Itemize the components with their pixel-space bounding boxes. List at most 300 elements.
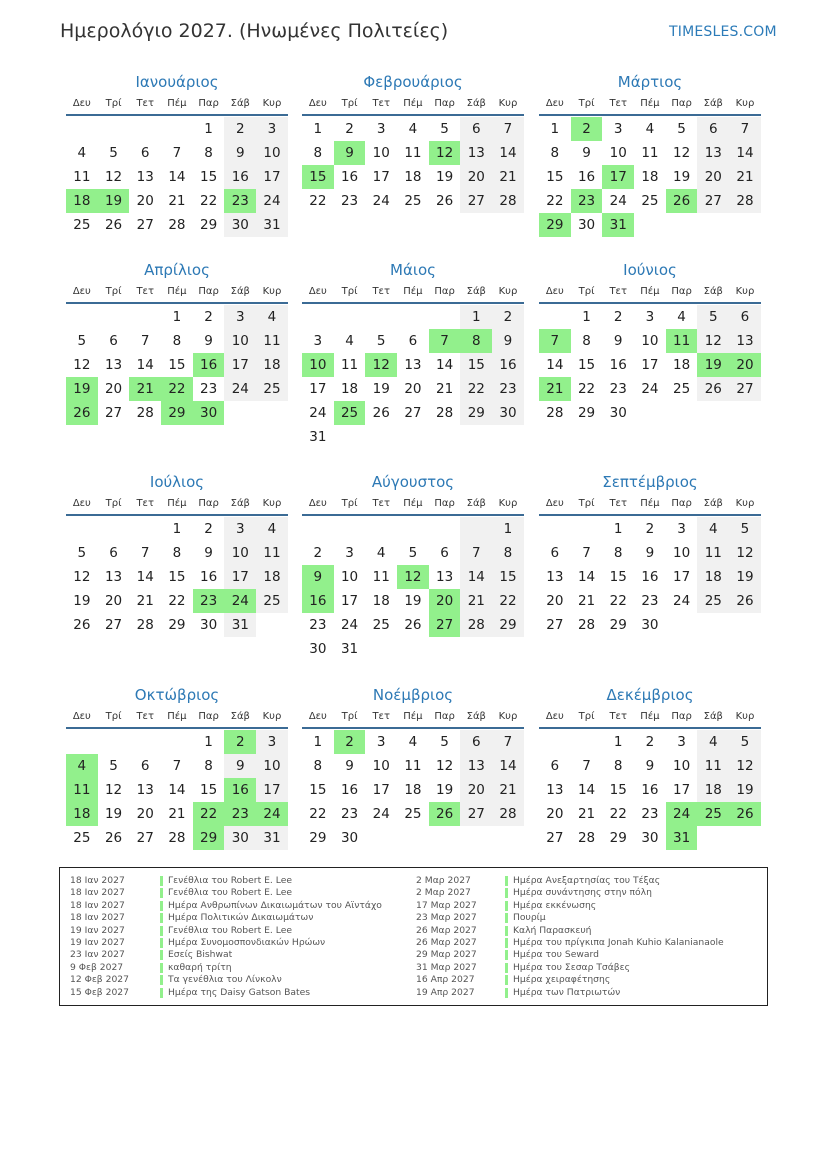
day-cell: 2 (204, 309, 213, 325)
holiday-day-cell: 20 (429, 589, 461, 613)
day-cell: 19 (436, 169, 454, 185)
empty-cell (334, 305, 366, 329)
day-cell: 5 (677, 121, 686, 137)
day-cell: 16 (641, 569, 659, 585)
day-cell: 4 (345, 333, 354, 349)
holiday-day-cell: 16 (302, 589, 334, 613)
day-cell: 4 (77, 145, 87, 161)
day-cell: 3 (677, 734, 686, 750)
day-cell: 22 (609, 806, 627, 822)
weekday-label: Δευ (545, 497, 564, 509)
weekday-label: Τρί (578, 285, 595, 297)
holiday-name: Ημέρα Πολιτικών Δικαιωμάτων (168, 912, 314, 924)
day-grid (539, 730, 761, 850)
weekday-label: Τετ (372, 285, 390, 297)
weekday-label: Παρ (671, 497, 692, 509)
day-cell: 10 (256, 141, 288, 165)
holiday-marker (505, 901, 508, 911)
day-cell: 13 (136, 782, 154, 798)
day-cell: 6 (109, 333, 118, 349)
day-cell: 18 (256, 353, 288, 377)
day-grid (66, 117, 288, 237)
holiday-date: 18 Ιαν 2027 (70, 887, 125, 899)
day-cell: 31 (256, 213, 288, 237)
day-cell: 1 (204, 734, 213, 750)
empty-cell (66, 117, 98, 141)
holiday-day-cell: 7 (429, 329, 461, 353)
day-cell: 27 (460, 802, 492, 826)
day-cell: 22 (200, 193, 218, 209)
holiday-date: 18 Ιαν 2027 (70, 875, 125, 886)
day-cell: 25 (256, 377, 288, 401)
weekday-label: Δευ (72, 97, 91, 109)
day-cell: 27 (136, 830, 154, 846)
weekday-label: Τετ (136, 710, 154, 722)
weekday-header (539, 705, 761, 729)
empty-cell (365, 305, 397, 329)
weekday-label: Κυρ (498, 97, 518, 109)
holiday-day-cell: 26 (729, 802, 761, 826)
empty-cell (571, 730, 603, 754)
day-cell: 30 (577, 217, 596, 233)
day-cell: 4 (376, 545, 386, 561)
day-cell: 7 (172, 758, 182, 774)
day-cell: 18 (372, 593, 390, 609)
weekday-label: Τρί (105, 710, 122, 722)
day-cell: 21 (729, 165, 761, 189)
day-cell: 9 (645, 545, 655, 561)
day-cell: 15 (460, 353, 492, 377)
weekday-label: Τετ (136, 285, 154, 297)
day-cell: 3 (677, 521, 686, 537)
day-cell: 14 (460, 565, 492, 589)
day-cell: 27 (546, 830, 564, 846)
day-cell: 20 (460, 165, 492, 189)
day-grid (66, 517, 288, 637)
holiday-day-cell: 8 (460, 329, 492, 353)
day-cell: 25 (73, 830, 91, 846)
day-cell: 4 (408, 734, 418, 750)
weekday-label: Τετ (609, 285, 627, 297)
day-cell: 12 (673, 145, 691, 161)
empty-cell (129, 305, 161, 329)
holiday-day-cell: 23 (193, 589, 225, 613)
holiday-marker (160, 938, 163, 948)
day-grid (302, 517, 524, 661)
holiday-date: 19 Ιαν 2027 (70, 936, 125, 948)
holiday-row (70, 925, 410, 937)
holiday-row (70, 912, 410, 924)
holiday-name: Ημέρα του Seward (513, 949, 599, 961)
holiday-marker (505, 975, 508, 985)
empty-cell (302, 517, 334, 541)
month-name: Σεπτέμβριος (602, 473, 698, 491)
day-cell: 17 (224, 353, 256, 377)
weekday-label: Τρί (105, 285, 122, 297)
page-title: Ημερολόγιο 2027. (Ηνωμένες Πολιτείες) (60, 20, 449, 42)
day-cell: 17 (372, 782, 390, 798)
holiday-name: Ημέρα εκκένωσης (513, 899, 597, 911)
holiday-date: 18 Ιαν 2027 (70, 899, 125, 911)
day-cell: 22 (577, 381, 596, 397)
day-cell: 25 (673, 381, 691, 397)
day-cell: 29 (577, 405, 596, 421)
day-cell: 14 (546, 357, 564, 373)
weekday-header (66, 280, 288, 304)
day-cell: 28 (577, 617, 596, 633)
holiday-day-cell: 10 (302, 353, 334, 377)
weekday-label: Κυρ (262, 285, 282, 297)
day-cell: 3 (376, 734, 386, 750)
day-cell: 17 (256, 165, 288, 189)
holiday-row (416, 962, 756, 974)
day-cell: 14 (492, 754, 524, 778)
day-cell: 29 (460, 401, 492, 425)
day-cell: 13 (104, 357, 123, 373)
day-cell: 1 (172, 521, 182, 537)
holiday-day-cell: 19 (697, 353, 729, 377)
weekday-label: Σάβ (466, 97, 486, 109)
weekday-label: Παρ (198, 710, 219, 722)
empty-cell (66, 517, 98, 541)
holiday-marker (160, 963, 163, 973)
day-cell: 9 (204, 545, 213, 561)
day-cell: 20 (460, 778, 492, 802)
weekday-header (539, 492, 761, 516)
holiday-marker (505, 913, 508, 923)
day-cell: 8 (582, 333, 591, 349)
day-cell: 15 (609, 782, 627, 798)
day-cell: 27 (697, 189, 729, 213)
weekday-label: Παρ (671, 97, 692, 109)
weekday-label: Σάβ (466, 285, 486, 297)
holiday-marker (505, 938, 508, 948)
holiday-date: 23 Μαρ 2027 (416, 912, 477, 924)
day-cell: 11 (372, 569, 390, 585)
day-cell: 1 (460, 305, 492, 329)
day-cell: 8 (613, 758, 623, 774)
day-cell: 17 (372, 169, 390, 185)
weekday-label: Τρί (341, 97, 358, 109)
day-cell: 6 (697, 117, 729, 141)
month-name: Μάιος (390, 261, 436, 279)
day-cell: 22 (168, 593, 186, 609)
holiday-name: Ημέρα χειραφέτησης (513, 974, 611, 986)
day-cell: 7 (172, 145, 182, 161)
weekday-label: Σάβ (703, 497, 723, 509)
day-cell: 26 (436, 193, 454, 209)
day-cell: 2 (204, 521, 213, 537)
holiday-name: Ημέρα Ανθρωπίνων Δικαιωμάτων του Αϊντάχο (168, 899, 382, 911)
weekday-label: Σάβ (230, 710, 250, 722)
day-cell: 10 (224, 329, 256, 353)
empty-cell (98, 117, 130, 141)
empty-cell (98, 305, 130, 329)
day-cell: 11 (404, 145, 422, 161)
holiday-name: Ημέρα Συνομοσπονδιακών Ηρώων (168, 936, 326, 948)
holiday-row (70, 937, 410, 949)
empty-cell (429, 305, 461, 329)
empty-cell (460, 517, 492, 541)
day-cell: 14 (136, 357, 154, 373)
day-cell: 14 (729, 141, 761, 165)
day-cell: 5 (697, 305, 729, 329)
day-cell: 3 (256, 117, 288, 141)
day-cell: 30 (224, 213, 256, 237)
holiday-day-cell: 21 (129, 377, 161, 401)
day-cell: 10 (340, 569, 359, 585)
day-cell: 28 (492, 802, 524, 826)
weekday-label: Δευ (72, 285, 91, 297)
day-cell: 6 (440, 545, 449, 561)
day-cell: 26 (729, 589, 761, 613)
day-cell: 28 (492, 189, 524, 213)
holiday-row (70, 875, 410, 887)
holiday-date: 16 Απρ 2027 (416, 974, 475, 986)
holiday-marker (160, 926, 163, 936)
holiday-date: 19 Απρ 2027 (416, 986, 475, 998)
holiday-marker (160, 901, 163, 911)
day-cell: 9 (345, 758, 354, 774)
day-cell: 10 (256, 754, 288, 778)
day-cell: 8 (172, 545, 182, 561)
holiday-day-cell: 2 (334, 730, 366, 754)
day-cell: 28 (136, 405, 154, 421)
weekday-label: Σάβ (466, 710, 486, 722)
day-cell: 20 (546, 806, 564, 822)
holiday-day-cell: 31 (666, 826, 698, 850)
weekday-label: Τρί (341, 285, 358, 297)
day-cell: 25 (256, 589, 288, 613)
day-cell: 31 (256, 826, 288, 850)
weekday-label: Πέμ (403, 285, 423, 297)
day-cell: 7 (140, 333, 150, 349)
day-cell: 12 (73, 569, 91, 585)
holiday-day-cell: 22 (161, 377, 193, 401)
day-cell: 11 (641, 145, 659, 161)
day-cell: 5 (109, 758, 118, 774)
weekday-label: Τρί (341, 497, 358, 509)
day-cell: 15 (492, 565, 524, 589)
day-cell: 30 (340, 830, 359, 846)
day-grid (66, 305, 288, 425)
holiday-marker (505, 963, 508, 973)
holiday-name: Ημέρα του Σεσαρ Τσάβες (513, 961, 631, 973)
weekday-label: Τετ (372, 497, 390, 509)
day-cell: 21 (136, 593, 154, 609)
holiday-date: 12 Φεβ 2027 (70, 974, 129, 986)
day-cell: 11 (697, 754, 729, 778)
weekday-label: Κυρ (262, 97, 282, 109)
day-cell: 9 (613, 333, 623, 349)
day-cell: 30 (492, 401, 524, 425)
holiday-date: 19 Ιαν 2027 (70, 924, 125, 936)
day-cell: 3 (224, 517, 256, 541)
weekday-label: Κυρ (735, 497, 755, 509)
day-cell: 15 (609, 569, 627, 585)
holiday-row (416, 925, 756, 937)
day-cell: 5 (729, 730, 761, 754)
weekday-label: Τετ (136, 497, 154, 509)
holiday-row (416, 887, 756, 899)
holiday-day-cell: 9 (334, 141, 366, 165)
day-cell: 6 (550, 545, 560, 561)
weekday-label: Παρ (198, 97, 219, 109)
day-cell: 24 (256, 189, 288, 213)
day-cell: 12 (729, 754, 761, 778)
day-cell: 3 (224, 305, 256, 329)
day-grid (539, 117, 761, 237)
day-cell: 10 (609, 145, 627, 161)
empty-cell (161, 730, 193, 754)
day-cell: 20 (404, 381, 422, 397)
holiday-marker (160, 888, 163, 898)
day-cell: 3 (376, 121, 386, 137)
day-cell: 24 (609, 193, 627, 209)
day-cell: 18 (340, 381, 359, 397)
day-cell: 17 (224, 565, 256, 589)
day-cell: 3 (345, 545, 354, 561)
day-cell: 5 (408, 545, 418, 561)
weekday-label: Κυρ (262, 497, 282, 509)
weekday-label: Δευ (308, 97, 327, 109)
weekday-label: Δευ (308, 497, 327, 509)
holiday-list (59, 867, 768, 1006)
day-cell: 25 (641, 193, 659, 209)
day-cell: 24 (372, 806, 390, 822)
day-cell: 8 (492, 541, 524, 565)
weekday-label: Τρί (341, 710, 358, 722)
weekday-label: Πέμ (167, 97, 187, 109)
day-cell: 23 (492, 377, 524, 401)
holiday-date: 29 Μαρ 2027 (416, 949, 477, 961)
day-cell: 31 (309, 429, 327, 445)
day-cell: 20 (136, 193, 154, 209)
day-cell: 4 (697, 517, 729, 541)
day-cell: 30 (609, 405, 627, 421)
weekday-label: Παρ (434, 285, 455, 297)
holiday-name: Καλή Παρασκευή (513, 924, 592, 936)
day-cell: 17 (340, 593, 359, 609)
day-cell: 15 (546, 169, 564, 185)
day-cell: 2 (492, 305, 524, 329)
day-cell: 18 (256, 565, 288, 589)
weekday-label: Πέμ (403, 710, 423, 722)
day-cell: 15 (168, 569, 186, 585)
day-cell: 16 (200, 569, 218, 585)
holiday-day-cell: 7 (539, 329, 571, 353)
day-cell: 21 (577, 593, 596, 609)
day-cell: 21 (460, 589, 492, 613)
day-cell: 24 (309, 405, 327, 421)
weekday-label: Πέμ (640, 97, 660, 109)
day-cell: 18 (404, 782, 422, 798)
weekday-label: Τετ (609, 710, 627, 722)
day-cell: 17 (673, 569, 691, 585)
day-grid (302, 305, 524, 449)
holiday-day-cell: 25 (697, 802, 729, 826)
day-grid (539, 305, 761, 425)
day-cell: 4 (645, 121, 655, 137)
day-cell: 29 (309, 830, 327, 846)
holiday-name: Γενέθλια του Robert E. Lee (168, 875, 292, 886)
holiday-day-cell: 30 (193, 401, 225, 425)
weekday-label: Παρ (434, 710, 455, 722)
day-cell: 16 (609, 357, 627, 373)
day-cell: 13 (404, 357, 422, 373)
holiday-marker (505, 950, 508, 960)
day-cell: 21 (577, 806, 596, 822)
empty-cell (129, 117, 161, 141)
day-cell: 6 (460, 117, 492, 141)
day-cell: 29 (609, 830, 627, 846)
weekday-header (539, 92, 761, 116)
day-cell: 27 (104, 405, 123, 421)
day-cell: 18 (697, 778, 729, 802)
day-cell: 19 (404, 593, 422, 609)
holiday-day-cell: 15 (302, 165, 334, 189)
month-calendar (539, 472, 761, 637)
weekday-label: Τετ (609, 497, 627, 509)
weekday-label: Τρί (578, 97, 595, 109)
day-cell: 9 (492, 329, 524, 353)
day-cell: 22 (309, 193, 327, 209)
month-calendar (66, 685, 288, 850)
day-cell: 23 (200, 381, 218, 397)
day-cell: 4 (256, 517, 288, 541)
holiday-day-cell: 20 (729, 353, 761, 377)
holiday-day-cell: 29 (193, 826, 225, 850)
holiday-name: Ημέρα των Πατριωτών (513, 986, 621, 998)
day-cell: 27 (104, 617, 123, 633)
holiday-row (416, 974, 756, 986)
month-name: Αύγουστος (371, 473, 455, 491)
month-name: Απρίλιος (144, 261, 210, 279)
day-cell: 13 (697, 141, 729, 165)
holiday-row (416, 987, 756, 999)
day-cell: 8 (204, 758, 213, 774)
holiday-day-cell: 26 (666, 189, 698, 213)
day-cell: 23 (641, 593, 659, 609)
day-cell: 20 (697, 165, 729, 189)
empty-cell (66, 305, 98, 329)
day-cell: 3 (256, 730, 288, 754)
day-cell: 13 (436, 569, 454, 585)
day-cell: 17 (256, 778, 288, 802)
day-cell: 28 (136, 617, 154, 633)
holiday-day-cell: 12 (429, 141, 461, 165)
day-cell: 30 (309, 641, 327, 657)
weekday-label: Παρ (434, 497, 455, 509)
day-cell: 16 (492, 353, 524, 377)
site-brand-link[interactable]: TIMESLES.COM (669, 24, 777, 40)
day-cell: 26 (697, 377, 729, 401)
empty-cell (129, 730, 161, 754)
day-cell: 5 (440, 121, 449, 137)
day-cell: 8 (172, 333, 182, 349)
holiday-row (416, 937, 756, 949)
weekday-label: Κυρ (262, 710, 282, 722)
holiday-day-cell: 2 (224, 730, 256, 754)
day-cell: 14 (168, 169, 186, 185)
month-calendar (302, 685, 524, 850)
weekday-label: Τρί (578, 710, 595, 722)
month-calendar (302, 72, 524, 213)
weekday-label: Πέμ (403, 497, 423, 509)
day-cell: 4 (677, 309, 686, 325)
weekday-header (66, 92, 288, 116)
day-cell: 19 (73, 593, 91, 609)
